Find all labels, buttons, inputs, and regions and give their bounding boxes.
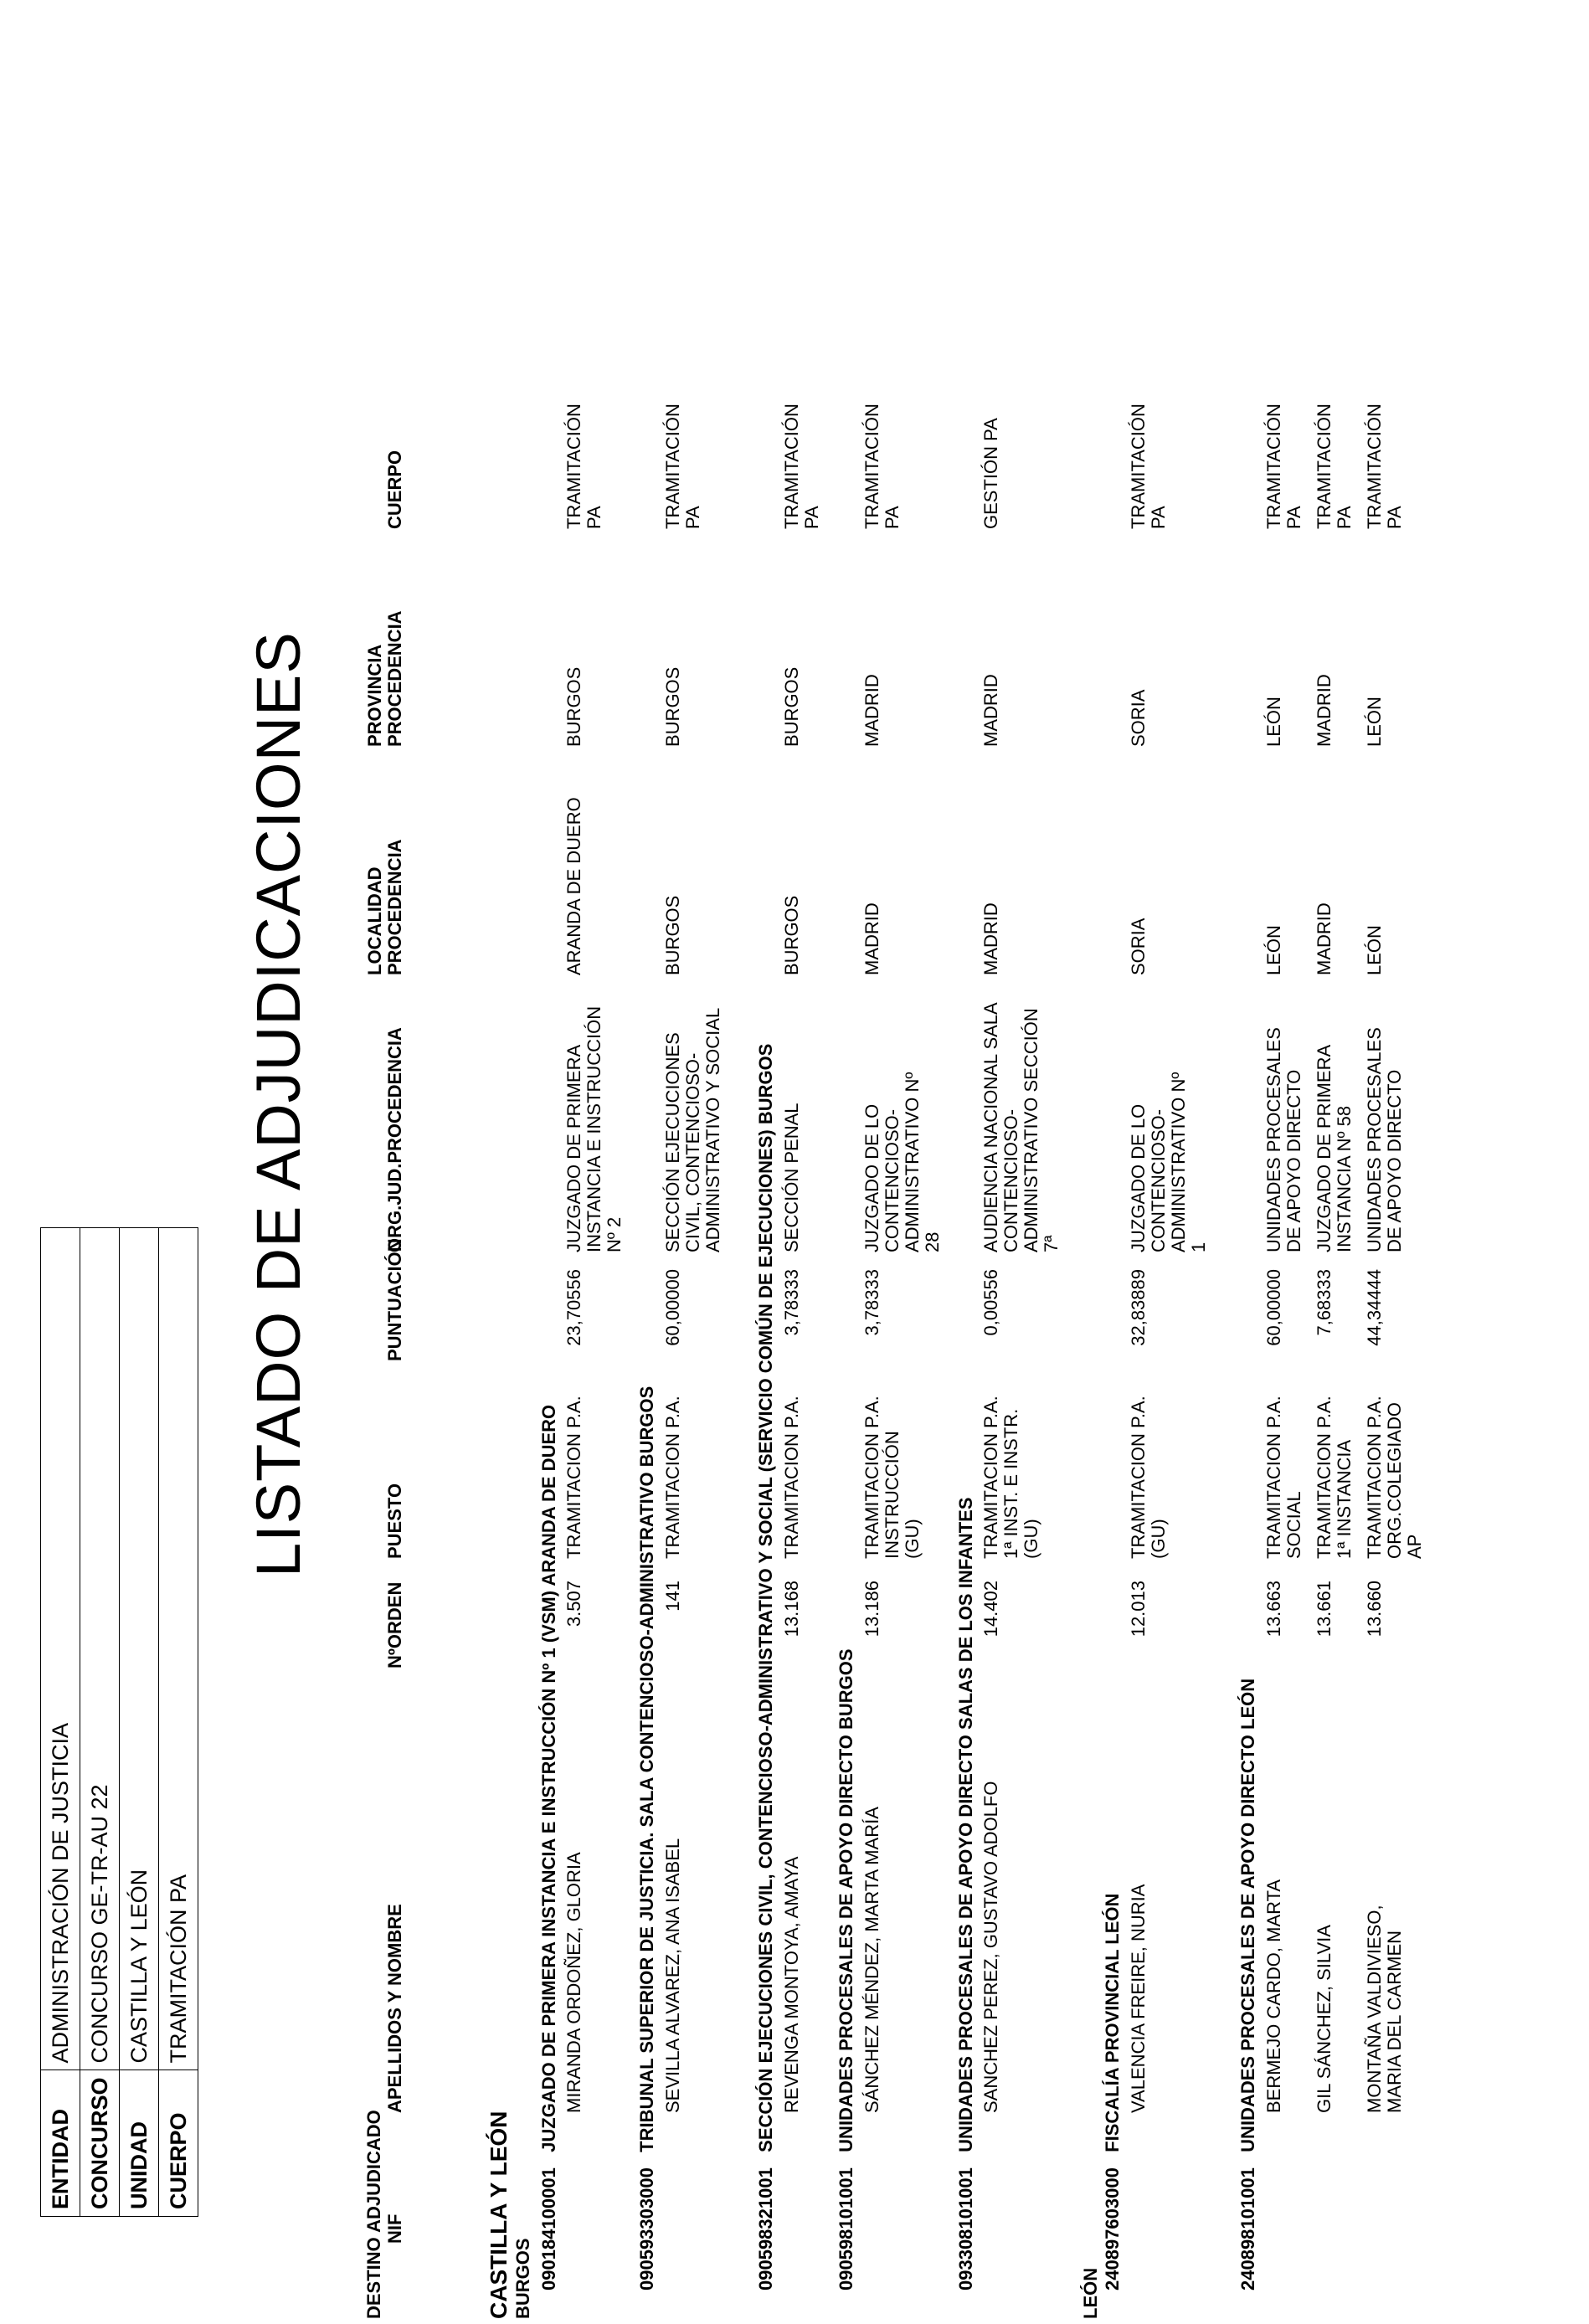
row-provincia: BURGOS xyxy=(781,666,802,747)
row-puntuacion: 32,83889 xyxy=(1128,1269,1149,1346)
org-group xyxy=(755,1044,777,2291)
org-group xyxy=(836,1648,857,2291)
org-name: UNIDADES PROCESALES DE APOYO DIRECTO LEÓN xyxy=(1237,1678,1258,2152)
row-localidad: LEÓN xyxy=(1263,925,1284,975)
org-group xyxy=(955,1498,977,2291)
province-heading-burgos: BURGOS xyxy=(512,2238,533,2319)
row-puntuacion: 60,00000 xyxy=(662,1269,683,1346)
row-orden: 13.660 xyxy=(1364,1581,1385,1638)
row-puntuacion: 44,34444 xyxy=(1364,1269,1385,1346)
row-cuerpo: TRAMITACIÓN PA xyxy=(563,404,604,529)
row-orden: 12.013 xyxy=(1128,1581,1149,1638)
row-puntuacion: 7,68333 xyxy=(1314,1269,1334,1336)
row-puesto: TRAMITACION P.A. INSTRUCCIÓN (GU) xyxy=(861,1396,923,1559)
org-group xyxy=(538,1405,560,2291)
header-localidad-line2: PROCEDENCIA xyxy=(384,839,405,975)
header-localidad-line1: LOCALIDAD xyxy=(364,866,385,975)
row-provincia: BURGOS xyxy=(563,666,584,747)
row-orgjud: JUZGADO DE LO CONTENCIOSO-ADMINISTRATIVO Nº 1 xyxy=(1128,1072,1209,1252)
row-cuerpo: TRAMITACIÓN PA xyxy=(1128,404,1169,529)
row-orgjud: JUZGADO DE LO CONTENCIOSO-ADMINISTRATIVO Nº 28 xyxy=(861,1072,943,1252)
row-puesto: TRAMITACION P.A. ORG.COLEGIADO AP xyxy=(1364,1396,1425,1559)
row-name: VALENCIA FREIRE, NURIA xyxy=(1128,1884,1149,2113)
row-orden: 13.168 xyxy=(781,1581,802,1638)
row-puntuacion: 23,70556 xyxy=(563,1269,584,1346)
row-cuerpo: TRAMITACIÓN PA xyxy=(1314,404,1355,529)
row-orden: 13.661 xyxy=(1314,1581,1334,1638)
org-group xyxy=(1237,1679,1259,2291)
row-orgjud: AUDIENCIA NACIONAL SALA CONTENCIOSO-ADMINISTRATIVO SECCIÓN 7ª xyxy=(980,1003,1062,1252)
row-name: GIL SÁNCHEZ, SILVIA xyxy=(1314,1925,1334,2113)
info-row-unidad xyxy=(120,1228,159,2217)
info-row-cuerpo xyxy=(159,1228,198,2217)
row-name: BERMEJO CARDO, MARTA xyxy=(1263,1879,1284,2113)
header-apellidos: APELLIDOS Y NOMBRE xyxy=(384,1904,405,2113)
row-cuerpo: TRAMITACIÓN PA xyxy=(861,404,902,529)
row-puntuacion: 0,00556 xyxy=(980,1269,1001,1336)
row-orden: 13.186 xyxy=(861,1581,882,1638)
row-puesto: TRAMITACION P.A. xyxy=(781,1396,802,1559)
row-provincia: MADRID xyxy=(980,674,1001,747)
row-provincia: MADRID xyxy=(1314,674,1334,747)
row-localidad: BURGOS xyxy=(781,895,802,975)
row-provincia: LEÓN xyxy=(1263,697,1284,747)
row-localidad: MADRID xyxy=(861,902,882,975)
info-value: CONCURSO GE-TR-AU 22 xyxy=(80,1228,120,2070)
row-orden: 3.507 xyxy=(563,1581,584,1627)
header-puesto: PUESTO xyxy=(384,1483,405,1559)
row-orden: 14.402 xyxy=(980,1581,1001,1638)
info-value: ADMINISTRACIÓN DE JUSTICIA xyxy=(41,1228,80,2070)
row-localidad: SORIA xyxy=(1128,918,1149,975)
row-orgjud: UNIDADES PROCESALES DE APOYO DIRECTO xyxy=(1364,1027,1405,1252)
org-code: 093308101001 xyxy=(955,2167,976,2291)
header-provincia xyxy=(365,610,405,747)
org-name: TRIBUNAL SUPERIOR DE JUSTICIA. SALA CONTENCIOSO-ADMINISTRATIVO BURGOS xyxy=(636,1386,657,2152)
province-heading-leon: LEÓN xyxy=(1080,2267,1101,2319)
row-orden: 13.663 xyxy=(1263,1581,1284,1638)
row-cuerpo: TRAMITACIÓN PA xyxy=(781,404,822,529)
org-code: 240898101001 xyxy=(1237,2167,1258,2291)
org-name: SECCIÓN EJECUCIONES CIVIL, CONTENCIOSO-ADMINISTRATIVO Y SOCIAL (SERVICIO COMÚN DE EJECUCIONES) BURGOS xyxy=(755,1043,776,2152)
header-localidad xyxy=(365,839,405,975)
row-name: REVENGA MONTOYA, AMAYA xyxy=(781,1856,802,2113)
page-title: LISTADO DE ADJUDICACIONES xyxy=(244,631,313,1577)
row-localidad: LEÓN xyxy=(1364,925,1385,975)
row-name: SÁNCHEZ MÉNDEZ, MARTA MARÍA xyxy=(861,1807,882,2113)
row-provincia: BURGOS xyxy=(662,666,683,747)
row-orgjud: JUZGADO DE PRIMERA INSTANCIA Nº 58 xyxy=(1314,1046,1355,1252)
row-puesto: TRAMITACION P.A. xyxy=(563,1396,584,1559)
info-label: CONCURSO xyxy=(80,2070,120,2217)
row-name: SANCHEZ PEREZ, GUSTAVO ADOLFO xyxy=(980,1781,1001,2113)
org-code: 090184100001 xyxy=(538,2167,559,2291)
info-value: TRAMITACIÓN PA xyxy=(159,1228,198,2070)
row-orgjud: SECCIÓN EJECUCIONES CIVIL, CONTENCIOSO-ADMINISTRATIVO Y SOCIAL xyxy=(662,1007,723,1252)
org-name: JUZGADO DE PRIMERA INSTANCIA E INSTRUCCIÓN Nº 1 (VSM) ARANDA DE DUERO xyxy=(538,1404,559,2152)
row-puntuacion: 60,00000 xyxy=(1263,1269,1284,1346)
row-cuerpo: TRAMITACIÓN PA xyxy=(662,404,703,529)
org-code: 090598321001 xyxy=(755,2167,776,2291)
row-name: MONTAÑA VALDIVIESO, MARIA DEL CARMEN xyxy=(1364,1905,1405,2113)
org-group xyxy=(636,1386,658,2291)
header-destino: DESTINO ADJUDICADO xyxy=(363,2110,384,2319)
row-orden: 141 xyxy=(662,1581,683,1612)
header-provincia-line2: PROCEDENCIA xyxy=(384,610,405,747)
org-name: FISCALÍA PROVINCIAL LEÓN xyxy=(1102,1893,1123,2152)
header-provincia-line1: PROVINCIA xyxy=(364,644,385,747)
row-name: SEVILLA ALVAREZ, ANA ISABEL xyxy=(662,1838,683,2113)
row-orgjud: JUZGADO DE PRIMERA INSTANCIA E INSTRUCCIÓN Nº 2 xyxy=(563,1005,625,1252)
row-puesto: TRAMITACION P.A. 1ª INST. E INSTR. (GU) xyxy=(980,1396,1041,1559)
row-puesto: TRAMITACION P.A. (GU) xyxy=(1128,1396,1169,1559)
header-orgjud: ORG.JUD.PROCEDENCIA xyxy=(384,1027,405,1252)
row-puntuacion: 3,78333 xyxy=(781,1269,802,1336)
org-code: 090593303000 xyxy=(636,2167,657,2291)
header-cuerpo: CUERPO xyxy=(384,450,405,529)
row-localidad: BURGOS xyxy=(662,895,683,975)
region-heading: CASTILLA Y LEÓN xyxy=(486,2111,512,2319)
org-code: 090598101001 xyxy=(836,2167,856,2291)
row-cuerpo: GESTIÓN PA xyxy=(980,418,1001,529)
row-name: MIRANDA ORDOÑEZ, GLORIA xyxy=(563,1852,584,2113)
row-cuerpo: TRAMITACIÓN PA xyxy=(1263,404,1304,529)
row-puesto: TRAMITACION P.A. xyxy=(662,1396,683,1559)
row-provincia: SORIA xyxy=(1128,689,1149,747)
info-label: ENTIDAD xyxy=(41,2070,80,2217)
info-row-entidad xyxy=(41,1228,80,2217)
row-orgjud: UNIDADES PROCESALES DE APOYO DIRECTO xyxy=(1263,1027,1304,1252)
org-group xyxy=(1102,1894,1124,2291)
header-nif: NIF xyxy=(384,2213,405,2244)
header-norden: NºORDEN xyxy=(384,1581,405,1668)
info-label: CUERPO xyxy=(159,2070,198,2217)
info-row-concurso xyxy=(80,1228,120,2217)
row-puesto: TRAMITACION P.A. SOCIAL xyxy=(1263,1396,1304,1559)
org-name: UNIDADES PROCESALES DE APOYO DIRECTO SALAS DE LOS INFANTES xyxy=(955,1497,976,2152)
row-localidad: ARANDA DE DUERO xyxy=(563,797,584,975)
row-localidad: MADRID xyxy=(980,902,1001,975)
info-label: UNIDAD xyxy=(120,2070,159,2217)
info-box xyxy=(40,1227,198,2217)
org-name: UNIDADES PROCESALES DE APOYO DIRECTO BURGOS xyxy=(836,1648,856,2152)
org-code: 240897603000 xyxy=(1102,2167,1123,2291)
row-provincia: LEÓN xyxy=(1364,697,1385,747)
info-value: CASTILLA Y LEÓN xyxy=(120,1228,159,2070)
row-cuerpo: TRAMITACIÓN PA xyxy=(1364,404,1405,529)
row-provincia: MADRID xyxy=(861,674,882,747)
row-puesto: TRAMITACION P.A. 1ª INSTANCIA xyxy=(1314,1396,1355,1559)
row-localidad: MADRID xyxy=(1314,902,1334,975)
header-puntuacion: PUNTUACIÓN xyxy=(384,1238,405,1361)
row-puntuacion: 3,78333 xyxy=(861,1269,882,1336)
row-orgjud: SECCIÓN PENAL xyxy=(781,1103,802,1252)
